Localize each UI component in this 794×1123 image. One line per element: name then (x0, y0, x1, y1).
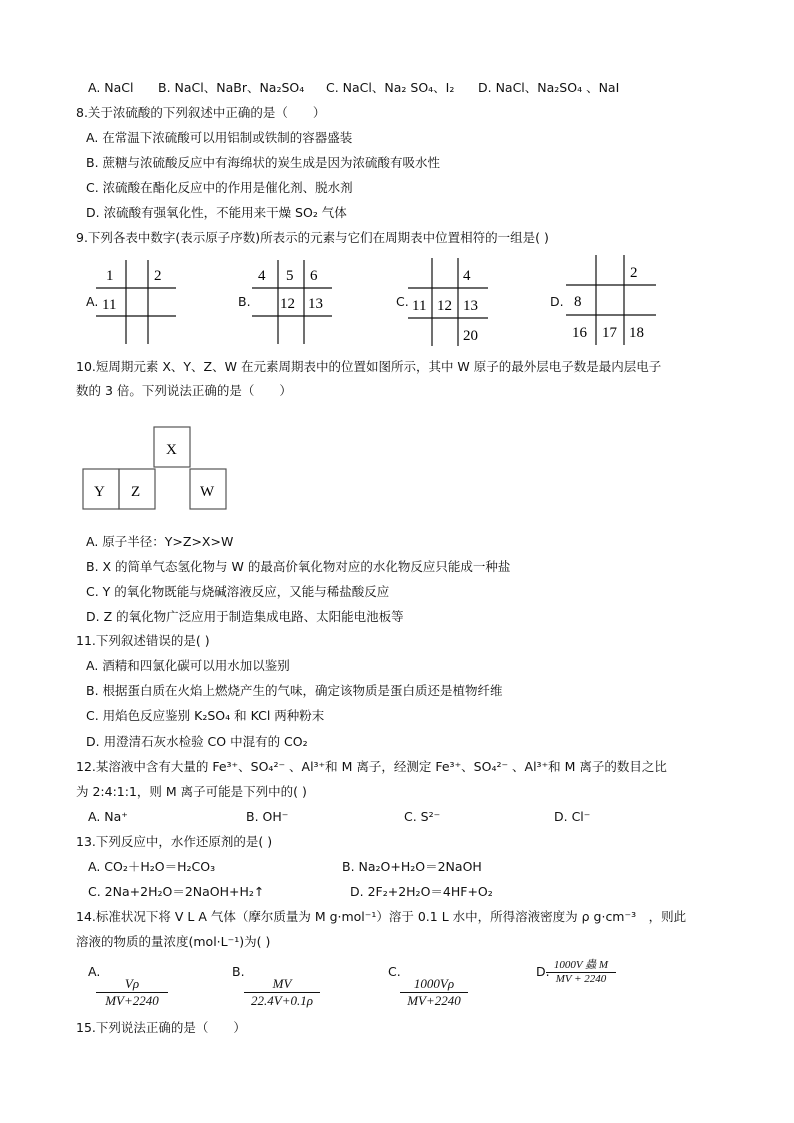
grid-a-cell: 2 (154, 268, 162, 284)
q14-label-d: D. (536, 964, 550, 979)
question-14-stem-line2: 溶液的物质的量浓度(mol·L⁻¹)为( ) (76, 934, 271, 949)
question-12-stem-line1: 12.某溶液中含有大量的 Fe³⁺、SO₄²⁻ 、Al³⁺和 M 离子，经测定 Fe³⁺、SO₄²⁻ 、Al³⁺和 M 离子的数目之比 (76, 759, 667, 774)
fraction-numerator: Vρ (124, 976, 140, 991)
q9-grid-b (252, 260, 334, 349)
q14-fraction-b (244, 976, 320, 1009)
q12-option-a: A. Na⁺ (88, 809, 128, 824)
q12-option-d: D. Cl⁻ (554, 809, 591, 824)
q14-label-a: A. (88, 964, 101, 979)
fraction-numerator: MV (272, 976, 292, 991)
grid-b-cell: 6 (310, 268, 318, 284)
grid-b-cell: 4 (258, 268, 266, 284)
cell-x: X (166, 442, 177, 458)
q13-option-b: B. Na₂O+H₂O＝2NaOH (342, 859, 482, 874)
q9-grid-a (96, 260, 178, 349)
q9-label-a: A. (86, 294, 99, 309)
grid-d-cell: 18 (629, 325, 644, 341)
question-15-stem: 15.下列说法正确的是（ ） (76, 1020, 246, 1035)
q14-fraction-a (96, 976, 168, 1009)
q12-option-b: B. OH⁻ (246, 809, 289, 824)
q10-option-c: C. Y 的氧化物既能与烧碱溶液反应，又能与稀盐酸反应 (86, 584, 390, 599)
grid-b-cell: 12 (280, 296, 295, 312)
grid-c-cell: 4 (463, 268, 471, 284)
option-d: D. NaCl、Na₂SO₄ 、NaI (478, 80, 620, 95)
q10-option-d: D. Z 的氧化物广泛应用于制造集成电路、太阳能电池板等 (86, 609, 404, 624)
option-a: A. NaCl (88, 80, 134, 95)
q13-option-d: D. 2F₂+2H₂O＝4HF+O₂ (350, 884, 493, 899)
option-c: C. NaCl、Na₂ SO₄、I₂ (326, 80, 455, 95)
grid-c-cell: 13 (463, 298, 478, 314)
grid-c-cell: 11 (412, 298, 427, 314)
q8-option-a: A. 在常温下浓硫酸可以用铝制或铁制的容器盛装 (86, 130, 353, 145)
question-10-stem-line2: 数的 3 倍。下列说法正确的是（ ） (76, 383, 292, 398)
grid-b-cell: 5 (286, 268, 294, 284)
q14-fraction-d (546, 956, 616, 985)
q13-option-a: A. CO₂＋H₂O＝H₂CO₃ (88, 859, 216, 874)
q14-label-c: C. (388, 964, 401, 979)
q8-option-d: D. 浓硫酸有强氧化性，不能用来干燥 SO₂ 气体 (86, 205, 347, 220)
grid-d-cell: 16 (572, 325, 587, 341)
q9-label-b: B. (238, 294, 251, 309)
q8-option-b: B. 蔗糖与浓硫酸反应中有海绵状的炭生成是因为浓硫酸有吸水性 (86, 155, 441, 170)
q11-option-d: D. 用澄清石灰水检验 CO 中混有的 CO₂ (86, 734, 308, 749)
grid-c-cell: 12 (437, 298, 452, 314)
grid-d-cell: 8 (574, 294, 582, 310)
question-13-stem: 13.下列反应中，水作还原剂的是( ) (76, 834, 273, 849)
grid-a-cell: 11 (102, 297, 117, 313)
fraction-numerator: 1000V 蟲 M (553, 959, 609, 971)
q9-grid-c (408, 258, 490, 351)
cell-w: W (200, 484, 215, 500)
question-8-stem: 8.关于浓硫酸的下列叙述中正确的是（ ） (76, 105, 326, 120)
q10-option-a: A. 原子半径：Y>Z>X>W (86, 534, 234, 549)
cell-z: Z (131, 484, 141, 500)
grid-a-cell: 1 (106, 268, 114, 284)
q10-option-b: B. X 的简单气态氢化物与 W 的最高价氧化物对应的水化物反应只能成一种盐 (86, 559, 511, 574)
question-10-stem-line1: 10.短周期元素 X、Y、Z、W 在元素周期表中的位置如图所示，其中 W 原子的最外层电子数是最内层电子 (76, 359, 662, 374)
q9-label-d: D. (550, 294, 564, 309)
fraction-denominator: MV+2240 (400, 992, 468, 1009)
fraction-numerator: 1000Vρ (413, 976, 455, 991)
grid-d-cell: 17 (602, 325, 617, 341)
q9-label-c: C. (396, 294, 409, 309)
q13-option-c: C. 2Na+2H₂O＝2NaOH+H₂↑ (88, 884, 265, 899)
fraction-denominator: MV + 2240 (546, 972, 616, 985)
grid-c-cell: 20 (463, 328, 478, 344)
q14-fraction-c (400, 976, 468, 1009)
q11-option-c: C. 用焰色反应鉴别 K₂SO₄ 和 KCl 两种粉末 (86, 708, 325, 723)
q10-periodic-diagram (82, 426, 230, 515)
question-14-stem-line1: 14.标准状况下将 V L A 气体（摩尔质量为 M g·mol⁻¹）溶于 0.1 L 水中，所得溶液密度为 ρ g·cm⁻³ ，则此 (76, 909, 687, 924)
option-b: B. NaCl、NaBr、Na₂SO₄ (158, 80, 305, 95)
question-11-stem: 11.下列叙述错误的是( ) (76, 633, 210, 648)
q8-option-c: C. 浓硫酸在酯化反应中的作用是催化剂、脱水剂 (86, 180, 353, 195)
question-12-stem-line2: 为 2:4:1:1，则 M 离子可能是下列中的( ) (76, 784, 307, 799)
q12-option-c: C. S²⁻ (404, 809, 441, 824)
grid-d-cell: 2 (630, 265, 638, 281)
cell-y: Y (94, 484, 105, 500)
q11-option-b: B. 根据蛋白质在火焰上燃烧产生的气味，确定该物质是蛋白质还是植物纤维 (86, 683, 503, 698)
q9-grid-d (566, 255, 658, 350)
q11-option-a: A. 酒精和四氯化碳可以用水加以鉴别 (86, 658, 290, 673)
fraction-denominator: 22.4V+0.1ρ (244, 992, 320, 1009)
q14-label-b: B. (232, 964, 245, 979)
fraction-denominator: MV+2240 (96, 992, 168, 1009)
grid-b-cell: 13 (308, 296, 323, 312)
question-9-stem: 9.下列各表中数字(表示原子序数)所表示的元素与它们在周期表中位置相符的一组是( ) (76, 230, 549, 245)
